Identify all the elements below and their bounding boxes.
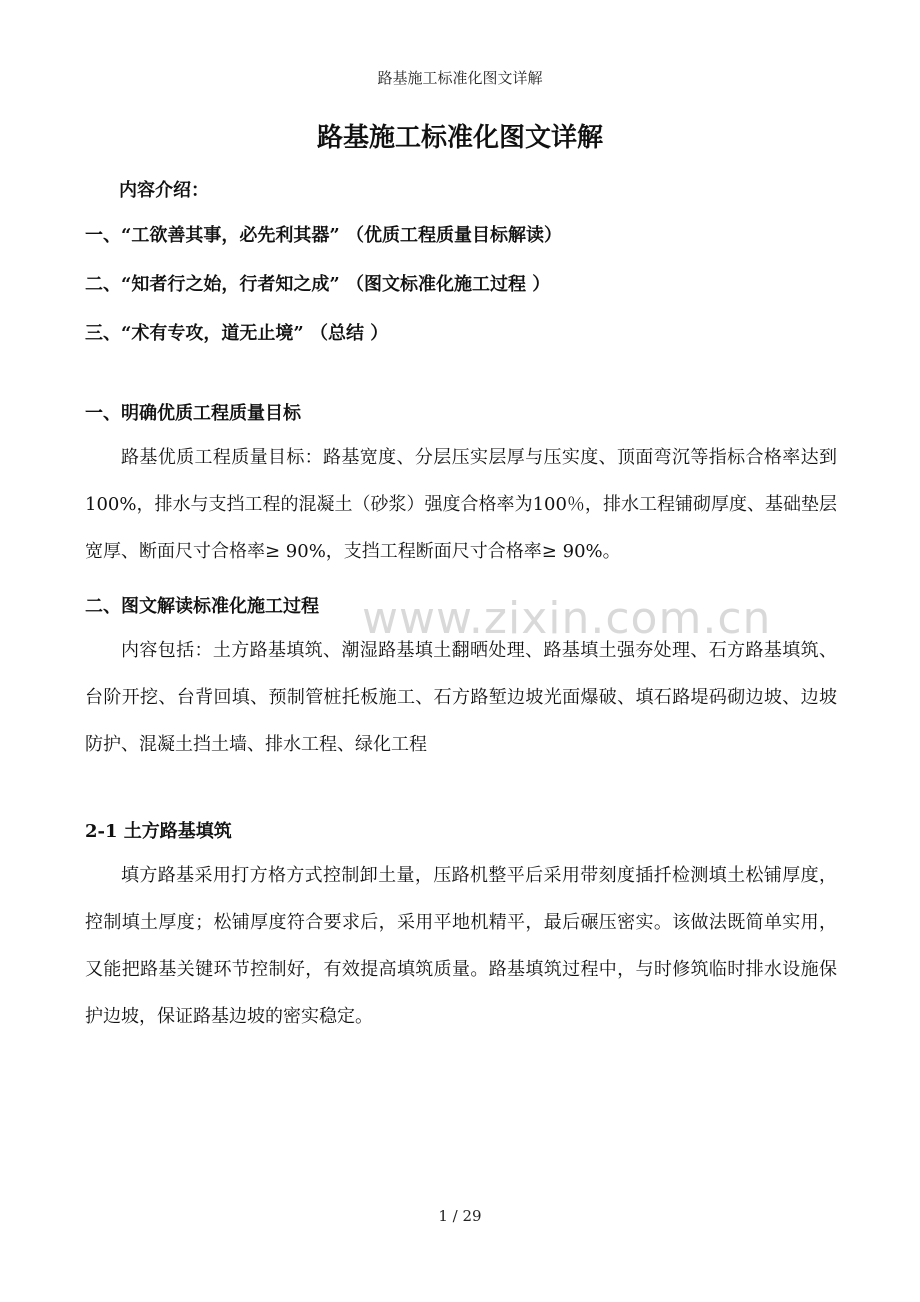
- watermark: www.zixin.com.cn: [362, 593, 772, 644]
- intro-item-1: 一、“工欲善其事，必先利其器” （优质工程质量目标解读）: [85, 225, 562, 246]
- intro-item-2: 二、“知者行之始，行者知之成” （图文标准化施工过程 ）: [85, 274, 551, 295]
- running-header: 路基施工标准化图文详解: [377, 69, 543, 87]
- intro-label: 内容介绍：: [119, 180, 209, 201]
- section1-heading: 一、明确优质工程质量目标: [85, 403, 301, 424]
- section21-heading: 2-1 土方路基填筑: [85, 821, 232, 842]
- page-number: 1 / 29: [438, 1207, 482, 1225]
- document-title: 路基施工标准化图文详解: [316, 123, 603, 153]
- section1-body: 路基优质工程质量目标：路基宽度、分层压实层厚与压实度、顶面弯沉等指标合格率达到100%，排水与支挡工程的混凝土（砂浆）强度合格率为100％，排水工程铺砌厚度、基础垫层宽厚、断面尺寸合格率≥ 90%，支挡工程断面尺寸合格率≥ 90%。: [85, 447, 837, 562]
- section2-heading: 二、图文解读标准化施工过程: [85, 596, 319, 617]
- section21-body: 填方路基采用打方格方式控制卸土量，压路机整平后采用带刻度插扦检测填土松铺厚度，控制填土厚度；松铺厚度符合要求后，采用平地机精平，最后碾压密实。该做法既简单实用，又能把路基关键环节控制好，有效提高填筑质量。路基填筑过程中，与时修筑临时排水设施保护边坡，保证路基边坡的密实稳定。: [85, 865, 837, 1027]
- intro-item-3: 三、“术有专攻，道无止境” （总结 ）: [85, 323, 389, 344]
- section2-body: 内容包括：土方路基填筑、潮湿路基填土翻晒处理、路基填土强夯处理、石方路基填筑、台阶开挖、台背回填、预制管桩托板施工、石方路堑边坡光面爆破、填石路堤码砌边坡、边坡防护、混凝土挡土墙、排水工程、绿化工程: [85, 640, 837, 755]
